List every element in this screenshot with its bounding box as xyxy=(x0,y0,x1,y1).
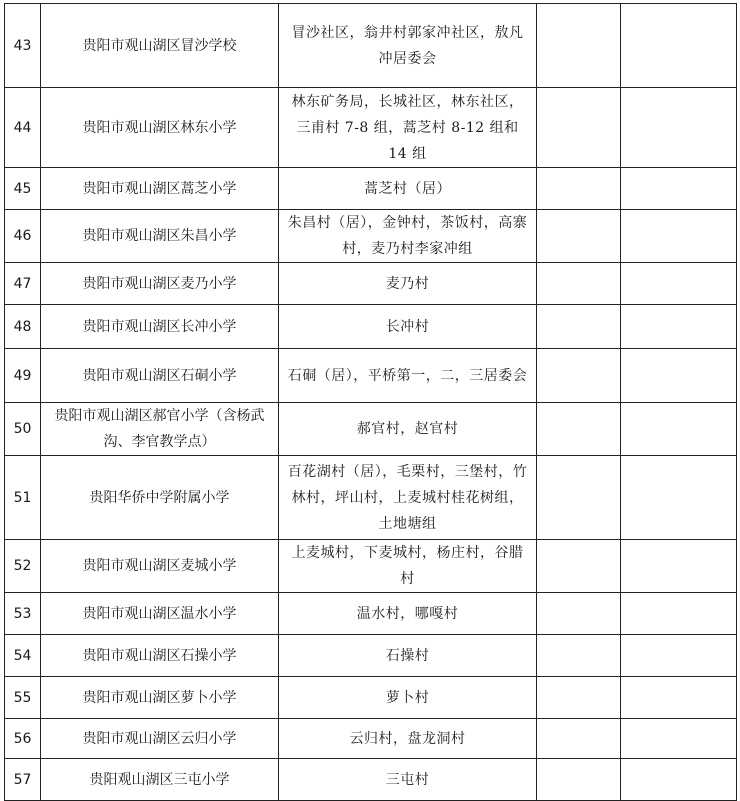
empty-cell xyxy=(537,456,621,540)
table-row xyxy=(5,677,737,719)
empty-cell xyxy=(537,305,621,349)
table-row xyxy=(5,263,737,305)
table-row xyxy=(5,4,737,88)
service-area-cell: 朱昌村（居），金钟村，茶饭村，高寨村，麦乃村李家冲组 xyxy=(279,210,537,263)
empty-cell xyxy=(621,349,737,403)
service-area-cell: 麦乃村 xyxy=(279,263,537,305)
empty-cell xyxy=(621,719,737,759)
table-row xyxy=(5,719,737,759)
school-name-cell: 贵阳市观山湖区云归小学 xyxy=(41,719,279,759)
service-area-cell: 林东矿务局，长城社区，林东社区，三甫村 7-8 组，蒿芝村 8-12 组和 14 组 xyxy=(279,88,537,168)
row-number: 50 xyxy=(5,403,41,456)
school-name-cell: 贵阳市观山湖区萝卜小学 xyxy=(41,677,279,719)
empty-cell xyxy=(621,4,737,88)
row-number: 54 xyxy=(5,635,41,677)
row-number: 44 xyxy=(5,88,41,168)
service-area-cell: 三屯村 xyxy=(279,759,537,801)
school-name-cell: 贵阳观山湖区三屯小学 xyxy=(41,759,279,801)
empty-cell xyxy=(621,88,737,168)
empty-cell xyxy=(621,593,737,635)
table-row xyxy=(5,403,737,456)
table-row xyxy=(5,210,737,263)
table-row xyxy=(5,759,737,801)
empty-cell xyxy=(537,263,621,305)
row-number: 49 xyxy=(5,349,41,403)
school-name-cell: 贵阳市观山湖区冒沙学校 xyxy=(41,4,279,88)
service-area-cell: 石操村 xyxy=(279,635,537,677)
service-area-cell: 长冲村 xyxy=(279,305,537,349)
school-name-cell: 贵阳市观山湖区石硐小学 xyxy=(41,349,279,403)
empty-cell xyxy=(537,719,621,759)
school-name-cell: 贵阳市观山湖区石操小学 xyxy=(41,635,279,677)
empty-cell xyxy=(537,403,621,456)
table-row xyxy=(5,305,737,349)
table-row xyxy=(5,349,737,403)
row-number: 57 xyxy=(5,759,41,801)
empty-cell xyxy=(537,677,621,719)
school-district-table xyxy=(4,3,737,801)
row-number: 47 xyxy=(5,263,41,305)
empty-cell xyxy=(621,540,737,593)
service-area-cell: 冒沙社区，翁井村郭家冲社区，敖凡冲居委会 xyxy=(279,4,537,88)
empty-cell xyxy=(621,263,737,305)
school-name-cell: 贵阳市观山湖区郝官小学（含杨武沟、李官教学点） xyxy=(41,403,279,456)
empty-cell xyxy=(621,456,737,540)
table-row xyxy=(5,635,737,677)
service-area-cell: 石硐（居），平桥第一，二，三居委会 xyxy=(279,349,537,403)
empty-cell xyxy=(621,635,737,677)
service-area-cell: 蒿芝村（居） xyxy=(279,168,537,210)
table-body xyxy=(5,4,737,801)
row-number: 48 xyxy=(5,305,41,349)
school-name-cell: 贵阳市观山湖区麦城小学 xyxy=(41,540,279,593)
table-row xyxy=(5,456,737,540)
empty-cell xyxy=(537,168,621,210)
school-name-cell: 贵阳市观山湖区温水小学 xyxy=(41,593,279,635)
empty-cell xyxy=(537,4,621,88)
row-number: 52 xyxy=(5,540,41,593)
empty-cell xyxy=(621,168,737,210)
empty-cell xyxy=(621,305,737,349)
row-number: 46 xyxy=(5,210,41,263)
empty-cell xyxy=(537,593,621,635)
row-number: 53 xyxy=(5,593,41,635)
service-area-cell: 温水村，哪嘎村 xyxy=(279,593,537,635)
school-name-cell: 贵阳华侨中学附属小学 xyxy=(41,456,279,540)
service-area-cell: 萝卜村 xyxy=(279,677,537,719)
table-row xyxy=(5,540,737,593)
table-row xyxy=(5,168,737,210)
service-area-cell: 郝官村，赵官村 xyxy=(279,403,537,456)
empty-cell xyxy=(621,677,737,719)
empty-cell xyxy=(621,210,737,263)
school-name-cell: 贵阳市观山湖区麦乃小学 xyxy=(41,263,279,305)
empty-cell xyxy=(537,540,621,593)
row-number: 55 xyxy=(5,677,41,719)
empty-cell xyxy=(537,210,621,263)
school-name-cell: 贵阳市观山湖区朱昌小学 xyxy=(41,210,279,263)
service-area-cell: 百花湖村（居），毛栗村，三堡村，竹林村，坪山村，上麦城村桂花树组，土地塘组 xyxy=(279,456,537,540)
school-name-cell: 贵阳市观山湖区蒿芝小学 xyxy=(41,168,279,210)
table-row xyxy=(5,593,737,635)
empty-cell xyxy=(537,759,621,801)
service-area-cell: 云归村，盘龙洞村 xyxy=(279,719,537,759)
empty-cell xyxy=(537,88,621,168)
empty-cell xyxy=(621,403,737,456)
school-name-cell: 贵阳市观山湖区长冲小学 xyxy=(41,305,279,349)
row-number: 51 xyxy=(5,456,41,540)
empty-cell xyxy=(537,635,621,677)
row-number: 43 xyxy=(5,4,41,88)
service-area-cell: 上麦城村，下麦城村，杨庄村，谷腊村 xyxy=(279,540,537,593)
empty-cell xyxy=(621,759,737,801)
table-row xyxy=(5,88,737,168)
row-number: 56 xyxy=(5,719,41,759)
row-number: 45 xyxy=(5,168,41,210)
empty-cell xyxy=(537,349,621,403)
school-name-cell: 贵阳市观山湖区林东小学 xyxy=(41,88,279,168)
